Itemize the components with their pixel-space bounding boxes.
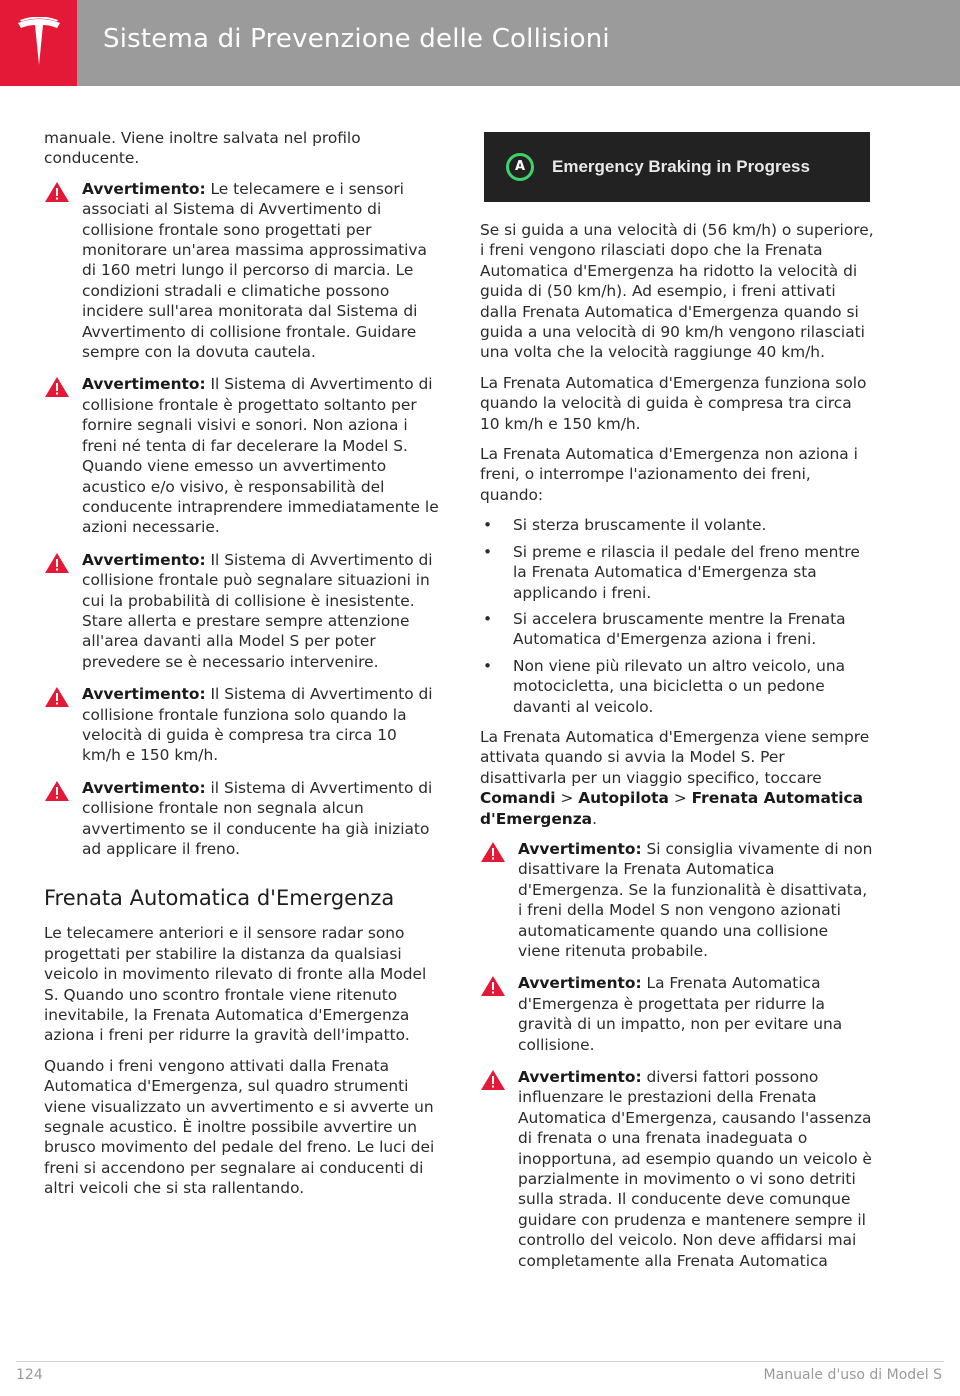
manual-name: Manuale d'uso di Model S [763,1367,942,1383]
body-paragraph: Se si guida a una velocità di (56 km/h) o superiore, i freni vengono rilasciati dopo che la Frenata Automatica d'Emergenza ha ridotto la velocità di guida di (50 km/h). Ad esempio, i freni attivati dalla Frenata Automatica d'Emergenza quando si guida a una velocità di 90 km/h vengono rilasciati una volta che la velocità raggiunge 40 km/h. [480,221,874,362]
bullet-icon: • [483,542,493,561]
warning-block [44,778,440,860]
warning-block [44,550,440,672]
warning-label: Avvertimento: [82,375,206,394]
warning-text: Il Sistema di Avvertimento di collisione frontale funziona solo quando la velocità di guida è compresa tra circa 10 km/h e 150 km/h. [82,685,433,765]
warning-triangle-icon [44,686,70,708]
body-paragraph: La Frenata Automatica d'Emergenza non aziona i freni, o interrompe l'azionamento dei freni, quando: [480,445,858,504]
warning-block [480,839,875,961]
warning-triangle-icon [480,975,506,997]
warning-label: Avvertimento: [518,839,642,858]
intro-paragraph: manuale. Viene inoltre salvata nel profilo conducente. [44,129,361,168]
body-paragraph: Le telecamere anteriori e il sensore radar sono progettati per stabilire la distanza da qualsiasi veicolo in movimento rilevato di fronte alla Model S. Quando uno scontro frontale viene ritenuto inevitabile, la Frenata Automatica d'Emergenza aziona i freni per ridurre la gravità dell'impatto. [44,924,427,1045]
list-item: • Si sterza bruscamente il volante. [483,516,767,535]
warning-block [480,973,875,1055]
warning-text: il Sistema di Avvertimento di collisione frontale non segnala alcun avvertimento se il conducente ha già iniziato ad applicare il freno. [82,778,433,858]
warning-text: La Frenata Automatica d'Emergenza è progettata per ridurre la gravità di un impatto, non per evitare una collisione. [518,974,843,1054]
warning-label: Avvertimento: [518,1068,642,1087]
section-title: Frenata Automatica d'Emergenza [44,886,395,911]
warning-block [44,179,440,363]
body-paragraph: La Frenata Automatica d'Emergenza funziona solo quando la velocità di guida è compresa tra circa 10 km/h e 150 km/h. [480,373,867,433]
warning-triangle-icon [44,181,70,203]
warning-block [44,374,440,537]
menu-path-autopilota: Autopilota [578,789,669,808]
body-paragraph: Quando i freni vengono attivati dalla Frenata Automatica d'Emergenza, sul quadro strumenti viene visualizzato un avvertimento e si avverte un segnale acustico. È inoltre possibile avvertire un brusco movimento del pedale del freno. Le luci dei freni si accendono per segnalare ai conducenti di altri veicoli che si sta rallentando. [44,1056,435,1198]
warning-label: Avvertimento: [82,179,206,198]
right-column [480,128,875,1283]
warning-label: Avvertimento: [82,550,206,569]
warning-triangle-icon [480,1069,506,1091]
menu-path-comandi: Comandi [480,789,556,808]
menu-path-frenata: Frenata Automatica d'Emergenza [480,789,863,828]
emergency-braking-banner [484,132,870,202]
bullet-icon: • [483,609,493,628]
warning-text: Il Sistema di Avvertimento di collisione frontale può segnalare situazioni in cui la probabilità di collisione è inesistente. Stare allerta e prestare sempre attenzione all'area davanti alla Model S per poter prevedere se è necessario intervenire. [82,550,433,671]
left-column [44,128,440,1209]
footer-divider [16,1361,944,1362]
page-number: 124 [16,1367,43,1383]
page-header [0,0,960,86]
warning-triangle-icon [44,552,70,574]
page-title: Sistema di Prevenzione delle Collisioni [103,24,610,54]
warning-label: Avvertimento: [518,974,642,993]
warning-triangle-icon [44,780,70,802]
list-item: • Si accelera bruscamente mentre la Frenata Automatica d'Emergenza aziona i freni. [483,609,846,649]
list-item: • Si preme e rilascia il pedale del freno mentre la Frenata Automatica d'Emergenza sta applicando i freni. [483,542,860,602]
warning-text: Si consiglia vivamente di non disattivare la Frenata Automatica d'Emergenza. Se la funzionalità è disattivata, i freni della Model S non vengono azionati automaticamente quando una collisione viene ritenuta probabile. [518,839,873,960]
bullet-icon: • [483,516,493,535]
banner-text: Emergency Braking in Progress [552,156,810,176]
warning-text: Il Sistema di Avvertimento di collisione frontale è progettato soltanto per fornire segnali visivi e sonori. Non aziona i freni né tenta di far decelerare la Model S. Quando viene emesso un avvertimento acustico e/o visivo, è responsabilità del conducente intraprendere immediatamente le azioni necessarie. [82,375,439,537]
list-item: • Non viene più rilevato un altro veicolo, una motocicletta, una bicicletta o un pedone davanti al veicolo. [483,656,846,716]
activation-paragraph: La Frenata Automatica d'Emergenza viene sempre attivata quando si avvia la Model S. Per disattivarla per un viaggio specifico, toccare Comandi > Autopilota > Frenata Automatica d'Emergenza. [480,727,870,828]
tesla-t-logo-icon [16,17,62,69]
warning-text: Le telecamere e i sensori associati al Sistema di Avvertimento di collisione frontale sono progettati per monitorare un'area massima approssimativa di 160 metri lungo il percorso di marcia. Le condizioni stradali e climatiche possono incidere sull'area monitorata dal Sistema di Avvertimento di collisione frontale. Guidare sempre con la dovuta cautela. [82,179,427,362]
condition-list [480,515,875,717]
warning-triangle-icon [44,376,70,398]
warning-block [480,1067,875,1271]
brand-logo [0,0,77,86]
warning-label: Avvertimento: [82,685,206,704]
warning-block [44,684,440,766]
automatic-braking-icon: A [506,153,534,181]
warning-text: diversi fattori possono influenzare le prestazioni della Frenata Automatica d'Emergenza, causando l'assenza di frenata o una frenata inadeguata o inopportuna, ad esempio quando un veicolo è parzialmente in movimento o vi sono detriti sulla strada. Il conducente deve comunque guidare con prudenza e mantenere sempre il controllo del veicolo. Non deve affidarsi mai completamente alla Frenata Automatica [518,1068,872,1270]
warning-label: Avvertimento: [82,778,206,797]
warning-triangle-icon [480,841,506,863]
bullet-icon: • [483,656,493,675]
